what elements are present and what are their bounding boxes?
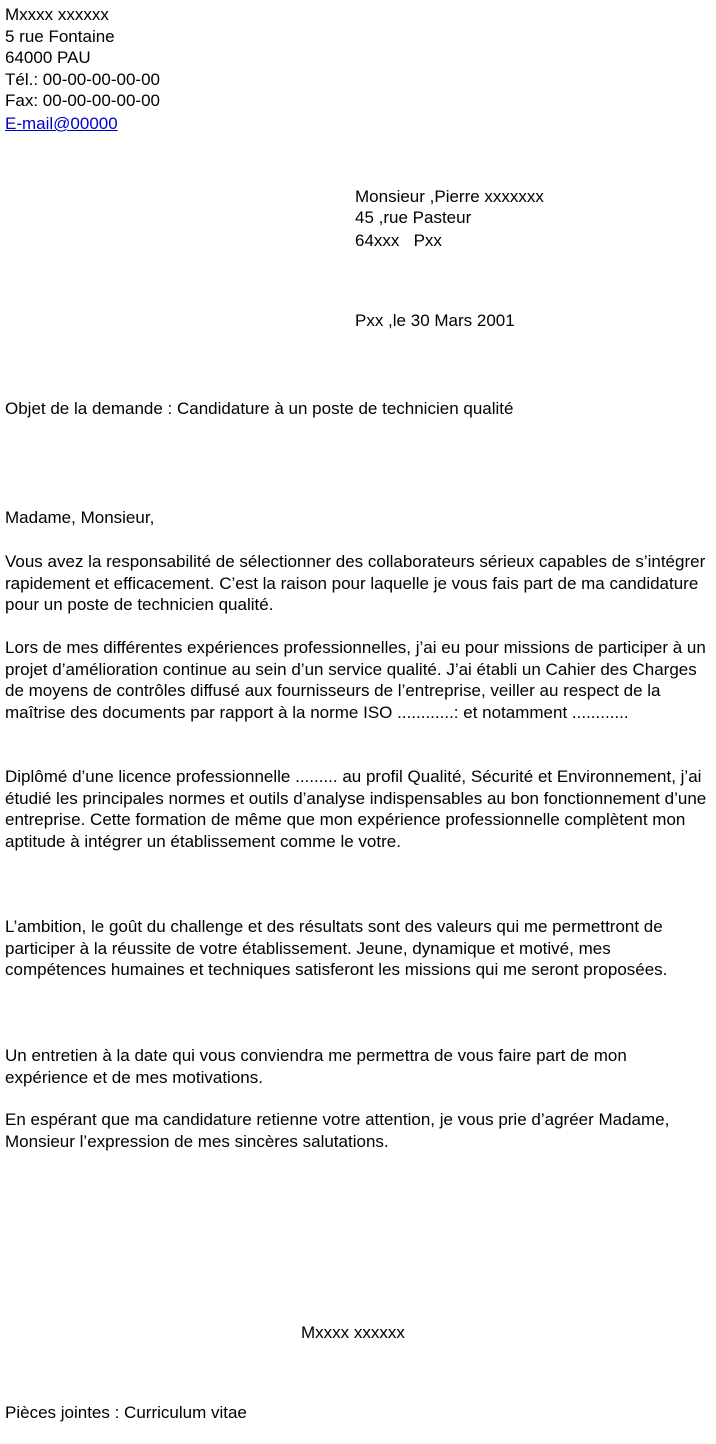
sender-fax: Fax: 00-00-00-00-00 xyxy=(5,91,160,110)
sender-street: 5 rue Fontaine xyxy=(5,27,115,46)
attachments-note: Pièces jointes : Curriculum vitae xyxy=(5,1403,247,1422)
sender-email-link[interactable]: E-mail@00000 xyxy=(5,114,118,133)
letter-date: Pxx ,le 30 Mars 2001 xyxy=(355,311,515,330)
recipient-name: Monsieur ,Pierre xxxxxxx xyxy=(355,187,544,206)
sender-name: Mxxxx xxxxxx xyxy=(5,5,109,24)
sender-phone: Tél.: 00-00-00-00-00 xyxy=(5,70,160,89)
recipient-street: 45 ,rue Pasteur xyxy=(355,208,472,227)
body-paragraph: En espérant que ma candidature retienne votre attention, je vous prie d’agréer Madame, Monsieur l’expression de mes sincères salutations. xyxy=(5,1110,670,1151)
body-paragraph: Lors de mes différentes expériences professionnelles, j’ai eu pour missions de participer à un projet d’amélioration continue au sein d’un service qualité. J’ai établi un Cahier des Charges de moyens de contrôles diffusé aux fournisseurs de l’entreprise, veiller au respect de la maîtrise des documents par rapport à la norme ISO ............: et notamment ............ xyxy=(5,638,706,722)
sender-city: 64000 PAU xyxy=(5,48,91,67)
letter-subject: Objet de la demande : Candidature à un poste de technicien qualité xyxy=(5,399,514,418)
signature-name: Mxxxx xxxxxx xyxy=(301,1323,405,1342)
body-paragraph: Vous avez la responsabilité de sélectionner des collaborateurs sérieux capables de s’intégrer rapidement et efficacement. C’est la raison pour laquelle je vous fais part de ma candidature pour un poste de technicien qualité. xyxy=(5,552,706,614)
letter-salutation: Madame, Monsieur, xyxy=(5,508,155,527)
recipient-city: 64xxx Pxx xyxy=(355,231,442,250)
body-paragraph: Diplômé d’une licence professionnelle ......... au profil Qualité, Sécurité et Environnement, j’ai étudié les principales normes et outils d’analyse indispensables au bon fonctionnement d’une entreprise. Cette formation de même que mon expérience professionnelle complètent mon aptitude à intégrer un établissement comme le votre. xyxy=(5,767,707,851)
body-paragraph: Un entretien à la date qui vous conviendra me permettra de vous faire part de mon expérience et de mes motivations. xyxy=(5,1046,627,1087)
body-paragraph: L’ambition, le goût du challenge et des résultats sont des valeurs qui me permettront de participer à la réussite de votre établissement. Jeune, dynamique et motivé, mes compétences humaines et techniques satisferont les missions qui me seront proposées. xyxy=(5,917,668,979)
